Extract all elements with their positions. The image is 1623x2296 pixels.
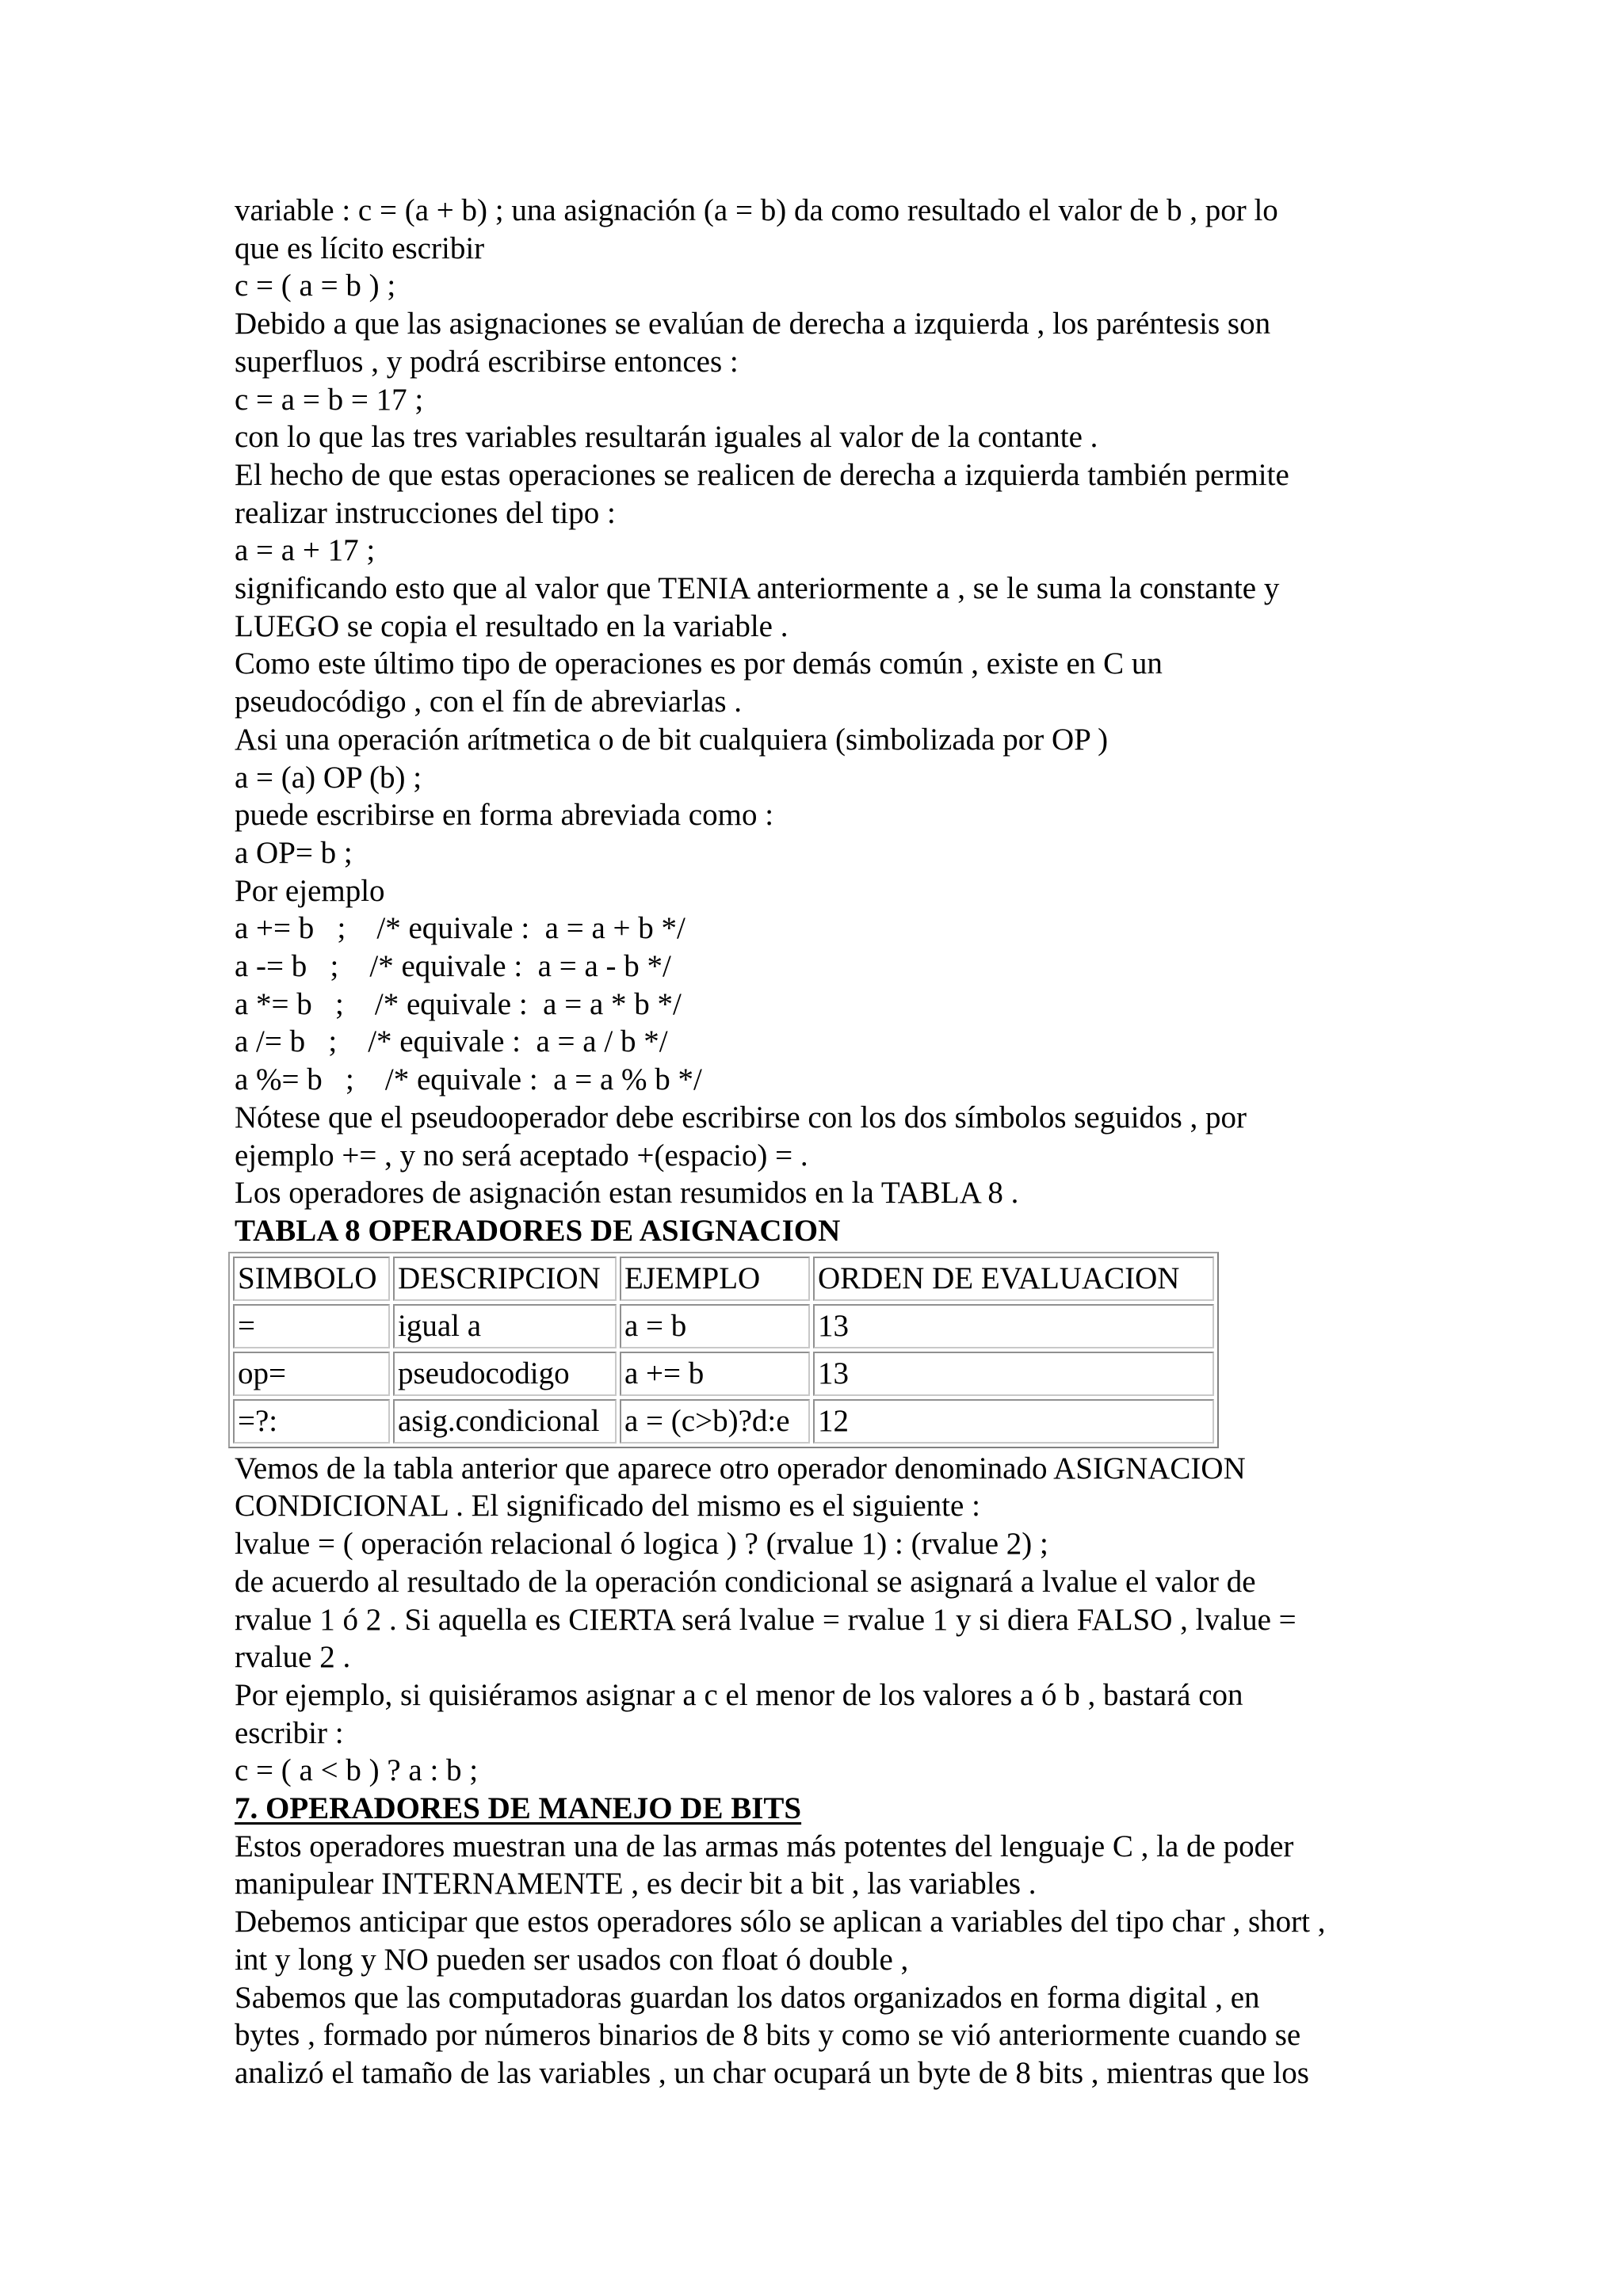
text-line: realizar instrucciones del tipo : — [235, 495, 616, 530]
text-line: Sabemos que las computadoras guardan los datos organizados en forma digital , en — [235, 1980, 1260, 2015]
section-heading — [235, 1790, 1423, 1828]
body-text-bottom — [235, 1828, 1423, 2092]
table-cell: =?: — [233, 1399, 390, 1444]
text-line: Como este último tipo de operaciones es por demás común , existe en C un — [235, 646, 1163, 681]
text-line: pseudocódigo , con el fín de abreviarlas . — [235, 685, 743, 719]
text-line: puede escribirse en forma abreviada como : — [235, 798, 774, 833]
text-line: rvalue 2 . — [235, 1640, 351, 1675]
table-header-row — [233, 1257, 1214, 1301]
text-line: con lo que las tres variables resultarán iguales al valor de la contante . — [235, 420, 1098, 455]
table-cell: 12 — [813, 1399, 1214, 1444]
text-line: ejemplo += , y no será aceptado +(espacio) = . — [235, 1138, 808, 1173]
table-row — [233, 1399, 1214, 1444]
code-line: c = a = b = 17 ; — [235, 382, 424, 417]
table-row — [233, 1304, 1214, 1348]
text-line: Vemos de la tabla anterior que aparece otro operador denominado ASIGNACION — [235, 1451, 1246, 1486]
text-line: rvalue 1 ó 2 . Si aquella es CIERTA será lvalue = rvalue 1 y si diera FALSO , lvalue = — [235, 1602, 1296, 1637]
table-cell: op= — [233, 1352, 390, 1396]
section-heading-text: 7. OPERADORES DE MANEJO DE BITS — [235, 1791, 802, 1826]
table-cell: 13 — [813, 1304, 1214, 1348]
body-text-middle — [235, 1450, 1423, 1790]
text-line: Los operadores de asignación estan resumidos en la TABLA 8 . — [235, 1176, 1019, 1211]
text-line: El hecho de que estas operaciones se realicen de derecha a izquierda también permite — [235, 457, 1289, 492]
text-line: bytes , formado por números binarios de 8 bits y como se vió anteriormente cuando se — [235, 2018, 1301, 2053]
code-line: a = a + 17 ; — [235, 533, 376, 568]
table-header-cell: DESCRIPCION — [393, 1257, 617, 1301]
table-row — [233, 1352, 1214, 1396]
code-line: a = (a) OP (b) ; — [235, 760, 422, 795]
text-line: escribir : — [235, 1715, 344, 1750]
text-line: Debido a que las asignaciones se evalúan de derecha a izquierda , los paréntesis son — [235, 307, 1271, 341]
code-line: a += b ; /* equivale : a = a + b */ — [235, 911, 685, 946]
code-line: a *= b ; /* equivale : a = a * b */ — [235, 986, 682, 1021]
table-cell: pseudocodigo — [393, 1352, 617, 1396]
text-line: Por ejemplo, si quisiéramos asignar a c el menor de los valores a ó b , bastará con — [235, 1677, 1243, 1712]
code-line: a -= b ; /* equivale : a = a - b */ — [235, 949, 671, 984]
code-line: a /= b ; /* equivale : a = a / b */ — [235, 1024, 668, 1059]
text-line: int y long y NO pueden ser usados con float ó double , — [235, 1942, 909, 1977]
code-line: a OP= b ; — [235, 835, 353, 870]
text-line: de acuerdo al resultado de la operación condicional se asignará a lvalue el valor de — [235, 1564, 1256, 1599]
text-line: manipulear INTERNAMENTE , es decir bit a bit , las variables . — [235, 1867, 1037, 1901]
text-line: analizó el tamaño de las variables , un char ocupará un byte de 8 bits , mientras que los — [235, 2055, 1309, 2090]
text-line: Por ejemplo — [235, 873, 385, 908]
text-line: Nótese que el pseudooperador debe escribirse con los dos símbolos seguidos , por — [235, 1100, 1247, 1135]
table-cell: 13 — [813, 1352, 1214, 1396]
code-line: c = ( a = b ) ; — [235, 269, 396, 303]
table-cell: asig.condicional — [393, 1399, 617, 1444]
text-line: Debemos anticipar que estos operadores sólo se aplican a variables del tipo char , short , — [235, 1905, 1326, 1939]
code-line: a %= b ; /* equivale : a = a % b */ — [235, 1062, 702, 1097]
text-line: superfluos , y podrá escribirse entonces : — [235, 344, 739, 379]
text-line: CONDICIONAL . El significado del mismo es el siguiente : — [235, 1489, 980, 1524]
table-cell: a = b — [620, 1304, 810, 1348]
text-line: significando esto que al valor que TENIA anteriormente a , se le suma la constante y — [235, 571, 1280, 606]
text-line: Estos operadores muestran una de las armas más potentes del lenguaje C , la de poder — [235, 1829, 1294, 1863]
table-header-cell: ORDEN DE EVALUACION — [813, 1257, 1214, 1301]
text-line: variable : c = (a + b) ; una asignación (a = b) da como resultado el valor de b , por lo — [235, 193, 1278, 227]
table-cell: igual a — [393, 1304, 617, 1348]
table-cell: a = (c>b)?d:e — [620, 1399, 810, 1444]
document-page — [235, 192, 1423, 2092]
text-line: LUEGO se copia el resultado en la variable . — [235, 608, 789, 643]
body-text-top — [235, 192, 1423, 1212]
assignment-operators-table — [228, 1252, 1219, 1448]
code-line: c = ( a < b ) ? a : b ; — [235, 1753, 479, 1788]
table-header-cell: SIMBOLO — [233, 1257, 390, 1301]
table-cell: = — [233, 1304, 390, 1348]
code-line: lvalue = ( operación relacional ó logica ) ? (rvalue 1) : (rvalue 2) ; — [235, 1527, 1048, 1562]
table-title: TABLA 8 OPERADORES DE ASIGNACION — [235, 1213, 841, 1248]
table-cell: a += b — [620, 1352, 810, 1396]
table-header-cell: EJEMPLO — [620, 1257, 810, 1301]
text-line: Asi una operación arítmetica o de bit cualquiera (simbolizada por OP ) — [235, 722, 1109, 757]
text-line: que es lícito escribir — [235, 231, 485, 265]
